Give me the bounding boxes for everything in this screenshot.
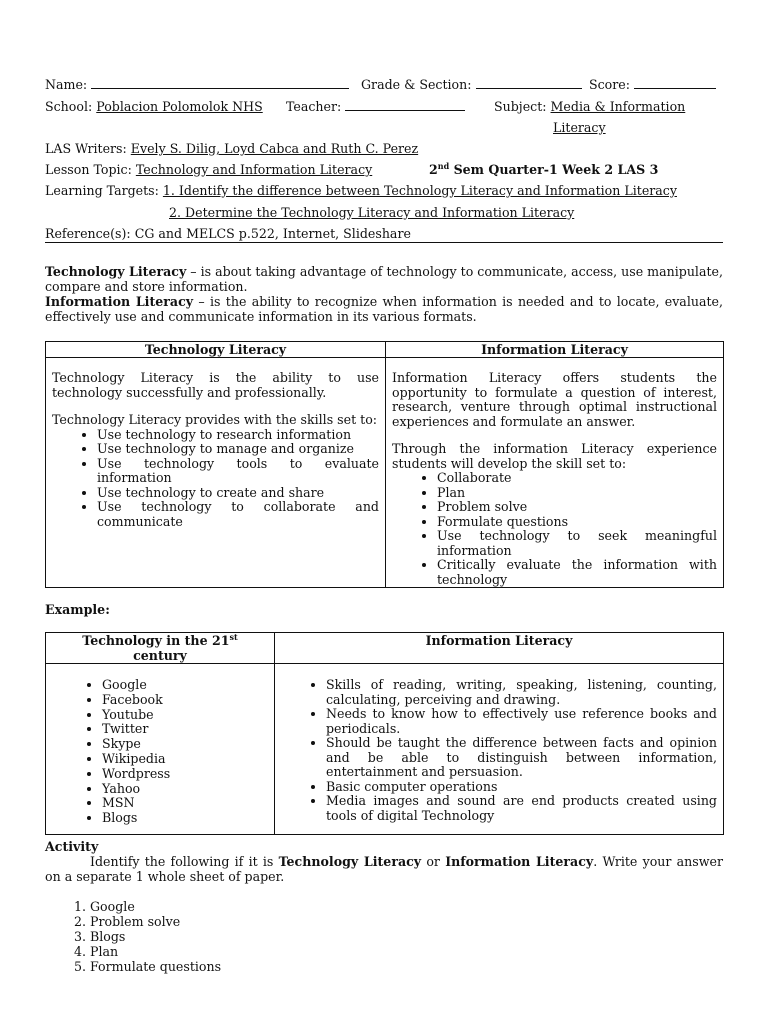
target-1: 1. Identify the difference between Technology Literacy and Information Literacy: [162, 183, 677, 198]
table1-tech-para1: Technology Literacy is the ability to use technology successfully and professionally.: [52, 370, 379, 400]
score-label: Score:: [589, 77, 630, 92]
activity-term-info: Information Literacy: [445, 854, 594, 869]
table2-header-tech-a: Technology in the 21: [82, 633, 230, 648]
name-label: Name:: [45, 77, 88, 92]
grade-blank: [476, 78, 582, 89]
table1-info-para2: Through the information Literacy experience students will develop the skill set to:: [392, 441, 717, 471]
table1-tech-cell: [46, 358, 386, 588]
score-field: [589, 77, 716, 92]
list-item: • Media images and sound are end products created using tools of digital Technology: [326, 794, 717, 823]
references-field: [45, 226, 411, 241]
sem-ordinal: 2: [429, 162, 438, 177]
tech-literacy-definition: [45, 264, 723, 294]
info-literacy-definition: [45, 294, 723, 324]
teacher-blank: [345, 100, 465, 111]
table1-info-cell: [386, 358, 724, 588]
grade-label: Grade & Section:: [361, 77, 472, 92]
school-field: [45, 99, 263, 114]
topic-label: Lesson Topic:: [45, 162, 132, 177]
tech-text: – is about taking advantage of technology to communicate, access, use manipulate, compare and store information.: [45, 264, 723, 294]
school-value: Poblacion Polomolok NHS: [96, 99, 263, 114]
example-label: Example:: [45, 602, 110, 617]
info-term: Information Literacy: [45, 294, 194, 309]
info-text: – is the ability to recognize when information is needed and to locate, evaluate, effectively use and communicate information in its various formats.: [45, 294, 723, 324]
list-item: • Basic computer operations: [326, 780, 717, 795]
list-item: • Use technology to manage and organize: [97, 442, 379, 457]
table2-tech-list: [52, 678, 268, 826]
table2-tech-cell: [46, 664, 275, 835]
list-item: • Critically evaluate the information with technology: [437, 558, 717, 587]
list-item: 2. Problem solve: [90, 914, 221, 929]
table2-header-tech: [46, 633, 275, 664]
list-item: • Wikipedia: [102, 752, 268, 767]
target-2: 2. Determine the Technology Literacy and Information Literacy: [169, 205, 575, 220]
writers-label: LAS Writers:: [45, 141, 127, 156]
list-item: • Yahoo: [102, 782, 268, 797]
subject-value-1: Media & Information: [550, 99, 686, 114]
activity-instr-b: . Write your answer on a separate 1 whole sheet of paper.: [45, 854, 724, 884]
list-item: • Google: [102, 678, 268, 693]
list-item: 5. Formulate questions: [90, 959, 221, 974]
table2-info-cell: [275, 664, 724, 835]
writers-field: [45, 141, 418, 156]
list-item: • Collaborate: [437, 471, 717, 486]
header-divider: [45, 242, 723, 243]
targets-label: Learning Targets:: [45, 183, 159, 198]
list-item: • Skills of reading, writing, speaking, listening, counting, calculating, perceiving and drawing.: [326, 678, 717, 707]
activity-instr-a: Identify the following if it is: [90, 854, 279, 869]
list-item: • Plan: [437, 486, 717, 501]
table1-header-info: Information Literacy: [386, 342, 724, 358]
table1-header-tech: Technology Literacy: [46, 342, 386, 358]
list-item: • Use technology to create and share: [97, 486, 379, 501]
list-item: 3. Blogs: [90, 929, 221, 944]
school-label: School:: [45, 99, 93, 114]
list-item: • Use technology to research information: [97, 428, 379, 443]
examples-table: [45, 632, 724, 835]
table2-header-sup: st: [229, 631, 238, 642]
list-item: • Use technology tools to evaluate information: [97, 457, 379, 486]
list-item: • Twitter: [102, 722, 268, 737]
table2-header-info: Information Literacy: [275, 633, 724, 664]
topic-value: Technology and Information Literacy: [135, 162, 373, 177]
name-field: [45, 77, 349, 92]
activity-list: [45, 899, 221, 974]
literacy-comparison-table: [45, 341, 724, 588]
table1-info-list: [392, 471, 717, 587]
topic-field: [45, 162, 372, 177]
sem-suffix: nd: [437, 160, 450, 171]
table2-info-list: [281, 678, 717, 823]
teacher-label: Teacher:: [286, 99, 342, 114]
activity-term-tech: Technology Literacy: [278, 854, 422, 869]
subject-value-2: Literacy: [553, 120, 606, 135]
list-item: • Should be taught the difference between facts and opinion and be able to distinguish between information, entertainment and persuasion.: [326, 736, 717, 780]
table1-tech-para2: Technology Literacy provides with the skills set to:: [52, 412, 378, 427]
subject-label: Subject:: [494, 99, 547, 114]
list-item: • Formulate questions: [437, 515, 717, 530]
subject-field: [494, 99, 685, 114]
list-item: 1. Google: [90, 899, 221, 914]
teacher-field: [286, 99, 465, 114]
table1-info-para1: Information Literacy offers students the opportunity to formulate a question of interest, research, venture through optimal instructional experiences and formulate an answer.: [392, 370, 717, 429]
score-blank: [634, 78, 716, 89]
activity-instr-or: or: [421, 854, 446, 869]
list-item: • MSN: [102, 796, 268, 811]
activity-instructions: [45, 854, 723, 884]
writers-value: Evely S. Dilig, Loyd Cabca and Ruth C. Perez: [130, 141, 419, 156]
grade-field: [361, 77, 582, 92]
list-item: • Use technology to collaborate and communicate: [97, 500, 379, 529]
activity-title: Activity: [45, 839, 99, 854]
tech-term: Technology Literacy: [45, 264, 187, 279]
refs-label: Reference(s):: [45, 226, 131, 241]
list-item: • Skype: [102, 737, 268, 752]
sem-rest: Sem Quarter-1 Week 2 LAS 3: [449, 162, 659, 177]
list-item: • Blogs: [102, 811, 268, 826]
table1-tech-list: [52, 428, 379, 530]
semester-info: [429, 162, 658, 177]
list-item: • Facebook: [102, 693, 268, 708]
list-item: • Problem solve: [437, 500, 717, 515]
list-item: • Needs to know how to effectively use reference books and periodicals.: [326, 707, 717, 736]
name-blank: [91, 78, 349, 89]
targets-field: [45, 183, 677, 198]
table2-header-tech-b: century: [133, 648, 187, 663]
list-item: • Youtube: [102, 708, 268, 723]
list-item: • Wordpress: [102, 767, 268, 782]
list-item: • Use technology to seek meaningful information: [437, 529, 717, 558]
refs-value: CG and MELCS p.522, Internet, Slideshare: [134, 226, 411, 241]
list-item: 4. Plan: [90, 944, 221, 959]
